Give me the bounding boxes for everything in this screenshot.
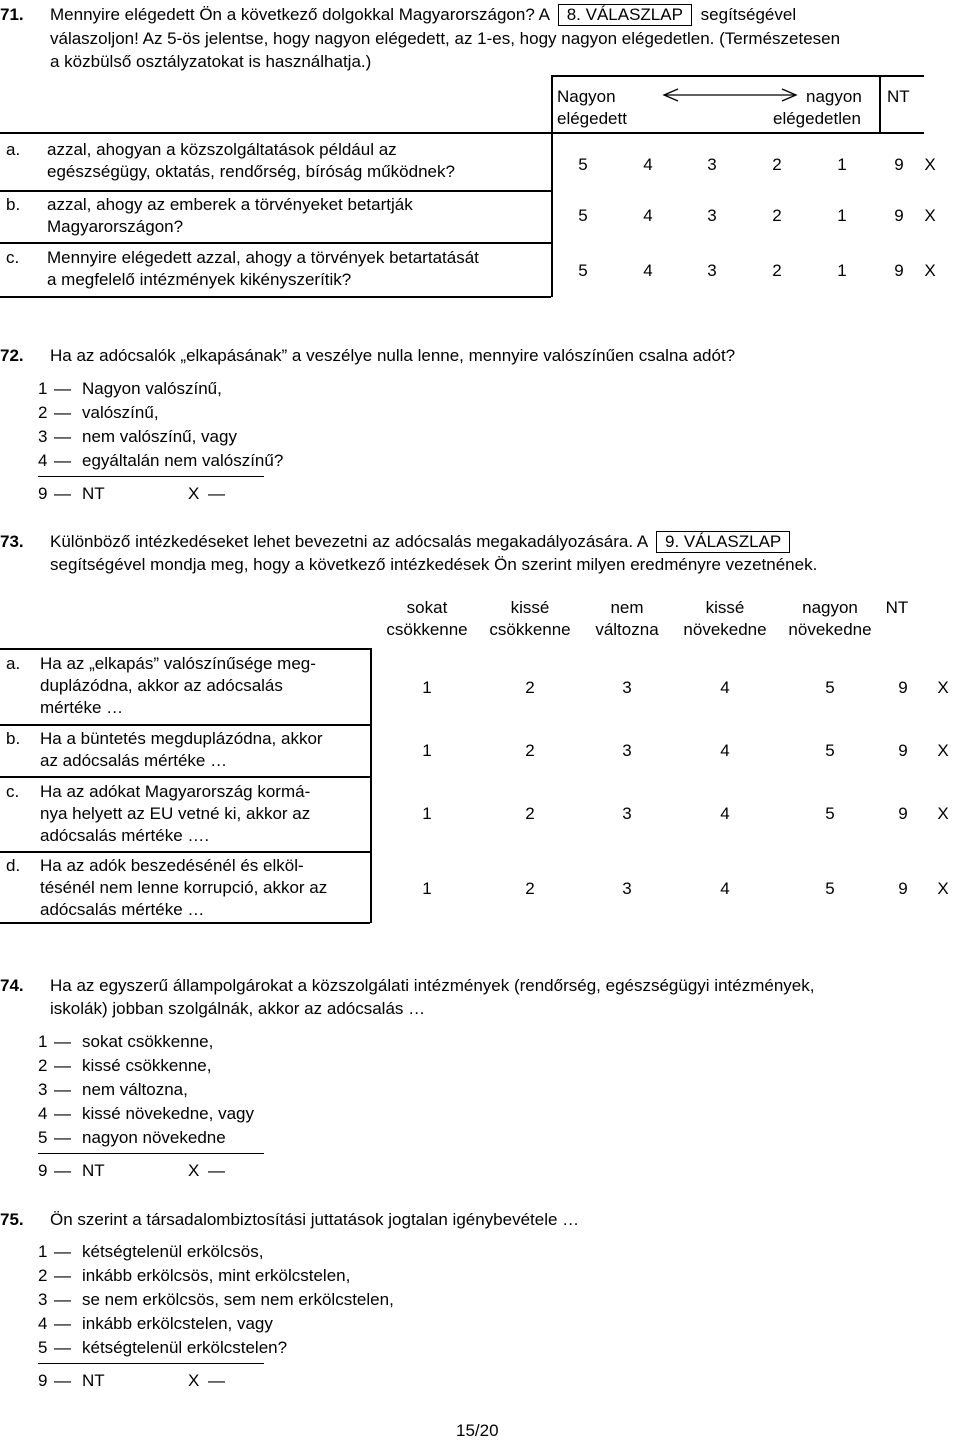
answer-card-label: 9. VÁLASZLAP [656,531,790,553]
option-text: inkább erkölcstelen, vagy [82,1314,273,1333]
scale-value: 1 [422,879,432,898]
dash-icon: — [54,451,71,470]
scale-header-right: nagyon [806,87,862,106]
scale-value: 5 [578,206,588,225]
option-code: 1 [38,379,48,398]
question-text: segítségével [700,5,797,24]
item-text: Ha a büntetés megduplázódna, akkor [40,729,323,748]
dash-icon: — [54,1104,71,1123]
question-text: Ön szerint a társadalombiztosítási juttatások jogtalan igénybevétele … [50,1210,580,1229]
option-text: valószínű, [82,403,159,422]
scale-value: 5 [825,678,835,697]
scale-value: 9 [894,155,904,174]
column-header: csökkenne [386,620,468,639]
scale-value: 2 [525,741,535,760]
scale-value: X [937,678,949,697]
item-letter: d. [6,856,21,875]
item-text: azzal, ahogyan a közszolgáltatások például az [47,140,397,159]
item-text: az adócsalás mértéke … [40,751,228,770]
option-code: 4 [38,451,48,470]
scale-value: 3 [622,879,632,898]
column-header: sokat [406,598,448,617]
scale-value: 4 [643,155,653,174]
dash-icon: — [54,1080,71,1099]
scale-value: X [937,879,949,898]
separator-line [38,1363,264,1364]
scale-value: 2 [772,261,782,280]
question-number: 74. [0,976,24,995]
scale-value: 3 [622,741,632,760]
nt-code: 9 [38,484,48,503]
option-code: 4 [38,1104,48,1123]
answer-card-label: 8. VÁLASZLAP [558,4,692,26]
x-label: X [188,1371,200,1390]
item-letter: c. [6,248,20,267]
option-text: kétségtelenül erkölcsös, [82,1242,264,1261]
column-header: növekedne [683,620,767,639]
option-code: 3 [38,427,48,446]
column-header: nem [610,598,644,617]
scale-value: 1 [837,155,847,174]
scale-header-left: elégedett [557,109,627,128]
item-text: nya helyett az EU vetné ki, akkor az [40,804,311,823]
nt-label: NT [82,1161,105,1180]
item-text: Ha az adókat Magyarország kormá- [40,782,311,801]
item-text: mértéke … [40,698,124,717]
dash-icon: — [54,1161,71,1180]
question-number: 73. [0,532,24,551]
scale-value: X [937,804,949,823]
item-text: Magyarországon? [47,217,184,236]
dash-icon: — [54,1371,71,1390]
item-text: adócsalás mértéke … [40,900,205,919]
column-header: nagyon [802,598,858,617]
dash-icon: — [54,427,71,446]
question-text: a közbülső osztályzatokat is használhatja.) [50,52,372,71]
option-code: 2 [38,403,48,422]
item-text: Ha az adók beszedésénél és elköl- [40,856,304,875]
nt-label: NT [82,1371,105,1390]
option-text: Nagyon valószínű, [82,379,222,398]
dash-icon: — [54,403,71,422]
question-text: Ha az adócsalók „elkapásának” a veszélye nulla lenne, mennyire valószínűen csalna adót? [50,346,736,365]
dash-icon: — [54,1290,71,1309]
item-text: Ha az „elkapás” valószínűsége meg- [40,654,316,673]
option-text: nem valószínű, vagy [82,427,237,446]
option-code: 1 [38,1242,48,1261]
item-letter: b. [6,195,21,214]
separator-line [38,1153,264,1154]
scale-value: 4 [720,804,730,823]
option-text: se nem erkölcsös, sem nem erkölcstelen, [82,1290,394,1309]
x-label: X [188,1161,200,1180]
item-letter: c. [6,782,20,801]
option-text: kissé csökkenne, [82,1056,212,1075]
scale-value: 5 [825,741,835,760]
dash-icon: — [54,1032,71,1051]
option-code: 5 [38,1128,48,1147]
item-text: duplázódna, akkor az adócsalás [40,676,283,695]
scale-header-right: elégedetlen [773,109,861,128]
dash-icon: — [54,1314,71,1333]
scale-value: 1 [422,741,432,760]
scale-value: X [924,206,936,225]
option-code: 5 [38,1338,48,1357]
scale-value: 9 [898,879,908,898]
scale-value: 2 [772,206,782,225]
double-arrow-icon [660,87,800,103]
scale-value: 4 [720,741,730,760]
dash-icon: — [54,484,71,503]
scale-value: 3 [707,261,717,280]
dash-icon: — [54,1266,71,1285]
scale-value: 3 [622,678,632,697]
column-header: kissé [510,598,550,617]
column-header: kissé [705,598,745,617]
question-text: iskolák) jobban szolgálnák, akkor az adócsalás … [50,999,426,1018]
scale-value: 4 [643,261,653,280]
x-label: X [188,484,200,503]
dash-icon: — [54,379,71,398]
scale-value: 9 [894,206,904,225]
question-text-line [50,531,794,553]
nt-label: NT [82,484,105,503]
dash-icon: — [54,1056,71,1075]
option-code: 3 [38,1290,48,1309]
option-text: sokat csökkenne, [82,1032,214,1051]
scale-value: 5 [825,879,835,898]
scale-value: 5 [825,804,835,823]
question-number: 71. [0,5,24,24]
option-code: 1 [38,1032,48,1051]
scale-value: 2 [525,879,535,898]
page-number: 15/20 [456,1421,499,1440]
scale-value: 1 [422,678,432,697]
item-text: tésénél nem lenne korrupció, akkor az [40,878,328,897]
item-letter: a. [6,654,21,673]
scale-value: 3 [622,804,632,823]
option-text: inkább erkölcsös, mint erkölcstelen, [82,1266,351,1285]
question-text: Különböző intézkedéseket lehet bevezetni az adócsalás megakadályozására. A [50,532,648,551]
column-header: csökkenne [489,620,571,639]
scale-value: 2 [525,678,535,697]
option-text: kétségtelenül erkölcstelen? [82,1338,288,1357]
column-header: növekedne [788,620,872,639]
item-text: adócsalás mértéke …. [40,826,210,845]
option-code: 3 [38,1080,48,1099]
question-text: segítségével mondja meg, hogy a következő intézkedések Ön szerint milyen eredményre vezetnének. [50,555,818,574]
option-code: 2 [38,1056,48,1075]
question-text-line [50,4,796,26]
item-letter: a. [6,140,21,159]
option-text: nem változna, [82,1080,188,1099]
question-number: 75. [0,1210,24,1229]
scale-value: 5 [578,261,588,280]
column-header: változna [595,620,659,639]
scale-value: 5 [578,155,588,174]
option-text: nagyon növekedne [82,1128,226,1147]
question-text: válaszoljon! Az 5-ös jelentse, hogy nagyon elégedett, az 1-es, hogy nagyon elégedetlen. (Természetesen [50,29,841,48]
item-letter: b. [6,729,21,748]
scale-value: 3 [707,155,717,174]
item-text: a megfelelő intézmények kikényszerítik? [47,270,352,289]
scale-value: 4 [643,206,653,225]
dash-icon: — [54,1242,71,1261]
scale-value: 3 [707,206,717,225]
option-text: egyáltalán nem valószínű? [82,451,284,470]
question-number: 72. [0,346,24,365]
option-text: kissé növekedne, vagy [82,1104,254,1123]
scale-value: 1 [422,804,432,823]
nt-code: 9 [38,1161,48,1180]
question-text: Ha az egyszerű állampolgárokat a közszolgálati intézmények (rendőrség, egészségügyi intézmények, [50,976,815,995]
scale-value: 2 [525,804,535,823]
separator-line [38,476,264,477]
dash-icon: — [54,1338,71,1357]
option-code: 2 [38,1266,48,1285]
column-header: NT [885,598,909,617]
dash-icon: — [208,1371,225,1390]
scale-value: X [924,155,936,174]
nt-code: 9 [38,1371,48,1390]
scale-value: 9 [898,741,908,760]
dash-icon: — [208,484,225,503]
scale-value: 2 [772,155,782,174]
item-text: Mennyire elégedett azzal, ahogy a törvények betartatását [47,248,479,267]
option-code: 4 [38,1314,48,1333]
scale-value: 4 [720,678,730,697]
scale-value: X [937,741,949,760]
dash-icon: — [54,1128,71,1147]
item-text: azzal, ahogy az emberek a törvényeket betartják [47,195,413,214]
scale-value: 9 [898,804,908,823]
dash-icon: — [208,1161,225,1180]
scale-header-left: Nagyon [557,87,616,106]
scale-value: 1 [837,261,847,280]
scale-value: X [924,261,936,280]
question-text: Mennyire elégedett Ön a következő dolgokkal Magyarországon? A [50,5,549,24]
nt-header: NT [887,87,910,106]
item-text: egészségügy, oktatás, rendőrség, bíróság működnek? [47,162,455,181]
scale-value: 9 [898,678,908,697]
scale-value: 9 [894,261,904,280]
scale-value: 1 [837,206,847,225]
scale-value: 4 [720,879,730,898]
